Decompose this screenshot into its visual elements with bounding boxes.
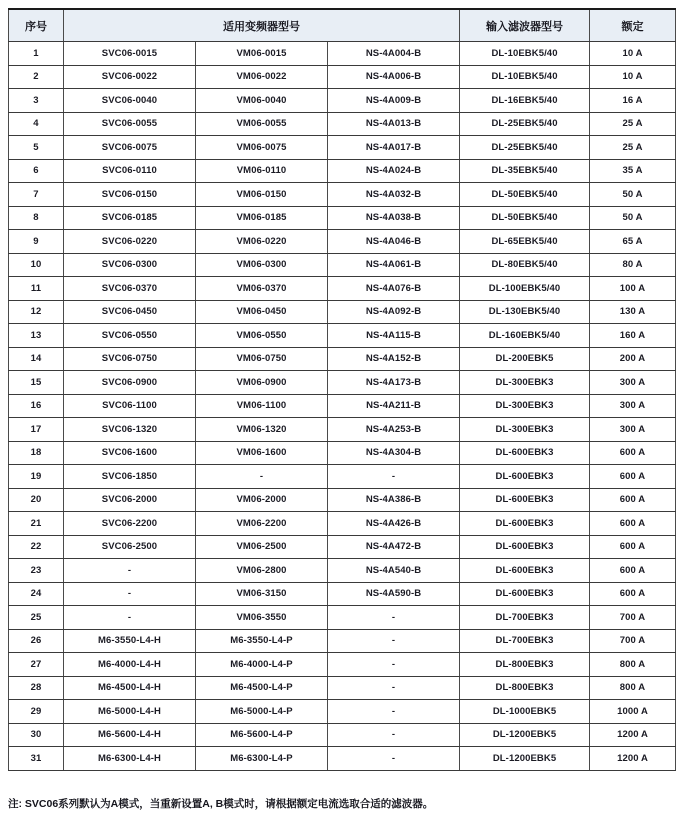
inverter-model-svc: SVC06-0110 — [64, 159, 196, 183]
filter-model: DL-600EBK3 — [460, 559, 590, 583]
inverter-model-vm: - — [196, 465, 328, 489]
row-index: 4 — [9, 112, 64, 136]
inverter-model-ns: NS-4A017-B — [328, 136, 460, 160]
inverter-model-svc: - — [64, 606, 196, 630]
rated-current: 600 A — [590, 441, 676, 465]
table-row — [9, 418, 676, 442]
rated-current: 300 A — [590, 394, 676, 418]
inverter-model-vm: VM06-2200 — [196, 512, 328, 536]
table-row — [9, 42, 676, 66]
table-row — [9, 159, 676, 183]
row-index: 17 — [9, 418, 64, 442]
inverter-model-svc: SVC06-0015 — [64, 42, 196, 66]
filter-model: DL-200EBK5 — [460, 347, 590, 371]
inverter-model-ns: - — [328, 747, 460, 771]
row-index: 21 — [9, 512, 64, 536]
table-row — [9, 347, 676, 371]
inverter-model-ns: NS-4A152-B — [328, 347, 460, 371]
inverter-model-ns: - — [328, 653, 460, 677]
table-row — [9, 488, 676, 512]
rated-current: 300 A — [590, 371, 676, 395]
inverter-model-svc: SVC06-2500 — [64, 535, 196, 559]
rated-current: 600 A — [590, 559, 676, 583]
row-index: 3 — [9, 89, 64, 113]
table-row — [9, 230, 676, 254]
filter-model: DL-65EBK5/40 — [460, 230, 590, 254]
inverter-model-ns: NS-4A013-B — [328, 112, 460, 136]
inverter-model-svc: SVC06-0450 — [64, 300, 196, 324]
inverter-model-vm: VM06-1600 — [196, 441, 328, 465]
inverter-model-svc: SVC06-0220 — [64, 230, 196, 254]
row-index: 5 — [9, 136, 64, 160]
filter-model: DL-1200EBK5 — [460, 747, 590, 771]
row-index: 22 — [9, 535, 64, 559]
inverter-model-vm: VM06-2000 — [196, 488, 328, 512]
inverter-model-vm: VM06-0022 — [196, 65, 328, 89]
filter-model: DL-1000EBK5 — [460, 700, 590, 724]
inverter-model-svc: M6-4500-L4-H — [64, 676, 196, 700]
inverter-model-svc: M6-6300-L4-H — [64, 747, 196, 771]
row-index: 19 — [9, 465, 64, 489]
rated-current: 10 A — [590, 42, 676, 66]
row-index: 31 — [9, 747, 64, 771]
filter-model: DL-700EBK3 — [460, 629, 590, 653]
filter-model: DL-600EBK3 — [460, 582, 590, 606]
filter-model: DL-10EBK5/40 — [460, 65, 590, 89]
table-row — [9, 559, 676, 583]
rated-current: 600 A — [590, 535, 676, 559]
filter-model: DL-100EBK5/40 — [460, 277, 590, 301]
inverter-model-svc: SVC06-0750 — [64, 347, 196, 371]
rated-current: 65 A — [590, 230, 676, 254]
inverter-model-svc: M6-4000-L4-H — [64, 653, 196, 677]
inverter-model-ns: - — [328, 629, 460, 653]
rated-current: 160 A — [590, 324, 676, 348]
row-index: 20 — [9, 488, 64, 512]
inverter-model-svc: - — [64, 559, 196, 583]
table-row — [9, 700, 676, 724]
table-row — [9, 465, 676, 489]
table-row — [9, 89, 676, 113]
inverter-model-svc: SVC06-1100 — [64, 394, 196, 418]
filter-model: DL-700EBK3 — [460, 606, 590, 630]
header-index: 序号 — [9, 9, 64, 42]
header-rated-current: 额定 — [590, 9, 676, 42]
inverter-model-ns: NS-4A032-B — [328, 183, 460, 207]
inverter-model-svc: M6-5600-L4-H — [64, 723, 196, 747]
row-index: 23 — [9, 559, 64, 583]
table-row — [9, 183, 676, 207]
table-row — [9, 606, 676, 630]
row-index: 16 — [9, 394, 64, 418]
inverter-model-svc: SVC06-0075 — [64, 136, 196, 160]
inverter-model-svc: - — [64, 582, 196, 606]
table-row — [9, 300, 676, 324]
inverter-model-vm: VM06-0150 — [196, 183, 328, 207]
row-index: 10 — [9, 253, 64, 277]
row-index: 11 — [9, 277, 64, 301]
filter-model: DL-300EBK3 — [460, 394, 590, 418]
row-index: 6 — [9, 159, 64, 183]
table-row — [9, 535, 676, 559]
inverter-model-vm: VM06-0055 — [196, 112, 328, 136]
inverter-model-ns: NS-4A024-B — [328, 159, 460, 183]
table-row — [9, 112, 676, 136]
inverter-model-ns: NS-4A092-B — [328, 300, 460, 324]
inverter-model-vm: VM06-0015 — [196, 42, 328, 66]
filter-model: DL-600EBK3 — [460, 465, 590, 489]
inverter-model-ns: NS-4A009-B — [328, 89, 460, 113]
inverter-model-vm: VM06-0185 — [196, 206, 328, 230]
rated-current: 1200 A — [590, 723, 676, 747]
inverter-model-vm: VM06-0550 — [196, 324, 328, 348]
row-index: 27 — [9, 653, 64, 677]
rated-current: 35 A — [590, 159, 676, 183]
table-row — [9, 747, 676, 771]
inverter-model-svc: SVC06-0150 — [64, 183, 196, 207]
inverter-model-svc: SVC06-2000 — [64, 488, 196, 512]
filter-model: DL-80EBK5/40 — [460, 253, 590, 277]
row-index: 2 — [9, 65, 64, 89]
inverter-model-vm: VM06-0075 — [196, 136, 328, 160]
inverter-model-svc: M6-3550-L4-H — [64, 629, 196, 653]
inverter-model-svc: SVC06-0055 — [64, 112, 196, 136]
rated-current: 10 A — [590, 65, 676, 89]
row-index: 15 — [9, 371, 64, 395]
rated-current: 300 A — [590, 418, 676, 442]
table-row — [9, 582, 676, 606]
inverter-model-ns: NS-4A046-B — [328, 230, 460, 254]
rated-current: 700 A — [590, 606, 676, 630]
rated-current: 800 A — [590, 653, 676, 677]
inverter-model-vm: VM06-2800 — [196, 559, 328, 583]
rated-current: 16 A — [590, 89, 676, 113]
inverter-model-vm: M6-5600-L4-P — [196, 723, 328, 747]
row-index: 30 — [9, 723, 64, 747]
rated-current: 800 A — [590, 676, 676, 700]
table-row — [9, 394, 676, 418]
rated-current: 130 A — [590, 300, 676, 324]
table-row — [9, 136, 676, 160]
inverter-model-svc: SVC06-0300 — [64, 253, 196, 277]
inverter-model-vm: VM06-1320 — [196, 418, 328, 442]
row-index: 24 — [9, 582, 64, 606]
row-index: 14 — [9, 347, 64, 371]
inverter-model-vm: VM06-0110 — [196, 159, 328, 183]
inverter-model-vm: M6-4000-L4-P — [196, 653, 328, 677]
row-index: 12 — [9, 300, 64, 324]
table-row — [9, 723, 676, 747]
row-index: 7 — [9, 183, 64, 207]
row-index: 13 — [9, 324, 64, 348]
row-index: 1 — [9, 42, 64, 66]
inverter-model-ns: NS-4A115-B — [328, 324, 460, 348]
table-row — [9, 65, 676, 89]
inverter-model-svc: M6-5000-L4-H — [64, 700, 196, 724]
inverter-model-vm: VM06-2500 — [196, 535, 328, 559]
inverter-model-ns: NS-4A076-B — [328, 277, 460, 301]
inverter-model-vm: VM06-3150 — [196, 582, 328, 606]
filter-model: DL-25EBK5/40 — [460, 136, 590, 160]
inverter-model-svc: SVC06-0370 — [64, 277, 196, 301]
inverter-model-ns: NS-4A590-B — [328, 582, 460, 606]
table-row — [9, 206, 676, 230]
inverter-model-ns: NS-4A211-B — [328, 394, 460, 418]
inverter-model-ns: NS-4A061-B — [328, 253, 460, 277]
inverter-model-ns: - — [328, 465, 460, 489]
inverter-model-vm: M6-6300-L4-P — [196, 747, 328, 771]
rated-current: 1000 A — [590, 700, 676, 724]
rated-current: 1200 A — [590, 747, 676, 771]
inverter-model-ns: NS-4A540-B — [328, 559, 460, 583]
table-row — [9, 324, 676, 348]
rated-current: 50 A — [590, 183, 676, 207]
filter-model: DL-16EBK5/40 — [460, 89, 590, 113]
rated-current: 600 A — [590, 488, 676, 512]
filter-model: DL-50EBK5/40 — [460, 183, 590, 207]
filter-model: DL-35EBK5/40 — [460, 159, 590, 183]
header-inverter-model: 适用变频器型号 — [64, 9, 460, 42]
inverter-model-ns: NS-4A253-B — [328, 418, 460, 442]
row-index: 26 — [9, 629, 64, 653]
rated-current: 600 A — [590, 465, 676, 489]
inverter-model-svc: SVC06-2200 — [64, 512, 196, 536]
inverter-model-svc: SVC06-1600 — [64, 441, 196, 465]
inverter-model-svc: SVC06-0550 — [64, 324, 196, 348]
filter-selection-table — [8, 8, 676, 771]
table-body — [9, 42, 676, 771]
rated-current: 80 A — [590, 253, 676, 277]
row-index: 28 — [9, 676, 64, 700]
inverter-model-ns: NS-4A004-B — [328, 42, 460, 66]
inverter-model-vm: VM06-0220 — [196, 230, 328, 254]
filter-model: DL-300EBK3 — [460, 371, 590, 395]
filter-model: DL-1200EBK5 — [460, 723, 590, 747]
header-row — [9, 9, 676, 42]
table-row — [9, 676, 676, 700]
rated-current: 25 A — [590, 136, 676, 160]
inverter-model-vm: VM06-0370 — [196, 277, 328, 301]
filter-model: DL-160EBK5/40 — [460, 324, 590, 348]
inverter-model-vm: VM06-0040 — [196, 89, 328, 113]
filter-model: DL-800EBK3 — [460, 676, 590, 700]
inverter-model-svc: SVC06-0900 — [64, 371, 196, 395]
rated-current: 700 A — [590, 629, 676, 653]
footnote: 注: SVC06系列默认为A模式，当重新设置A, B模式时，请根据额定电流选取合适的滤波器。 — [8, 798, 434, 810]
table-row — [9, 441, 676, 465]
filter-model: DL-600EBK3 — [460, 441, 590, 465]
inverter-model-svc: SVC06-1850 — [64, 465, 196, 489]
filter-model: DL-25EBK5/40 — [460, 112, 590, 136]
inverter-model-vm: VM06-1100 — [196, 394, 328, 418]
inverter-model-vm: VM06-0750 — [196, 347, 328, 371]
inverter-model-ns: NS-4A472-B — [328, 535, 460, 559]
filter-model: DL-600EBK3 — [460, 535, 590, 559]
inverter-model-vm: VM06-3550 — [196, 606, 328, 630]
inverter-model-vm: VM06-0450 — [196, 300, 328, 324]
inverter-model-vm: M6-4500-L4-P — [196, 676, 328, 700]
rated-current: 600 A — [590, 512, 676, 536]
inverter-model-ns: NS-4A038-B — [328, 206, 460, 230]
inverter-model-svc: SVC06-0040 — [64, 89, 196, 113]
inverter-model-svc: SVC06-0185 — [64, 206, 196, 230]
table-row — [9, 629, 676, 653]
filter-model: DL-800EBK3 — [460, 653, 590, 677]
filter-model: DL-130EBK5/40 — [460, 300, 590, 324]
table-header — [9, 9, 676, 42]
inverter-model-svc: SVC06-0022 — [64, 65, 196, 89]
inverter-model-ns: - — [328, 676, 460, 700]
inverter-model-ns: - — [328, 723, 460, 747]
inverter-model-vm: M6-3550-L4-P — [196, 629, 328, 653]
inverter-model-ns: - — [328, 700, 460, 724]
filter-model: DL-600EBK3 — [460, 512, 590, 536]
filter-model: DL-50EBK5/40 — [460, 206, 590, 230]
table-row — [9, 371, 676, 395]
inverter-model-vm: M6-5000-L4-P — [196, 700, 328, 724]
rated-current: 200 A — [590, 347, 676, 371]
header-filter-model: 输入滤波器型号 — [460, 9, 590, 42]
inverter-model-ns: NS-4A426-B — [328, 512, 460, 536]
table-row — [9, 512, 676, 536]
rated-current: 600 A — [590, 582, 676, 606]
row-index: 25 — [9, 606, 64, 630]
rated-current: 50 A — [590, 206, 676, 230]
rated-current: 25 A — [590, 112, 676, 136]
inverter-model-ns: NS-4A304-B — [328, 441, 460, 465]
inverter-model-vm: VM06-0900 — [196, 371, 328, 395]
inverter-model-ns: NS-4A006-B — [328, 65, 460, 89]
rated-current: 100 A — [590, 277, 676, 301]
filter-model: DL-300EBK3 — [460, 418, 590, 442]
inverter-model-ns: - — [328, 606, 460, 630]
row-index: 8 — [9, 206, 64, 230]
filter-model: DL-600EBK3 — [460, 488, 590, 512]
row-index: 9 — [9, 230, 64, 254]
row-index: 18 — [9, 441, 64, 465]
table-row — [9, 653, 676, 677]
inverter-model-vm: VM06-0300 — [196, 253, 328, 277]
filter-model: DL-10EBK5/40 — [460, 42, 590, 66]
row-index: 29 — [9, 700, 64, 724]
inverter-model-svc: SVC06-1320 — [64, 418, 196, 442]
table-row — [9, 277, 676, 301]
inverter-model-ns: NS-4A386-B — [328, 488, 460, 512]
table-row — [9, 253, 676, 277]
inverter-model-ns: NS-4A173-B — [328, 371, 460, 395]
